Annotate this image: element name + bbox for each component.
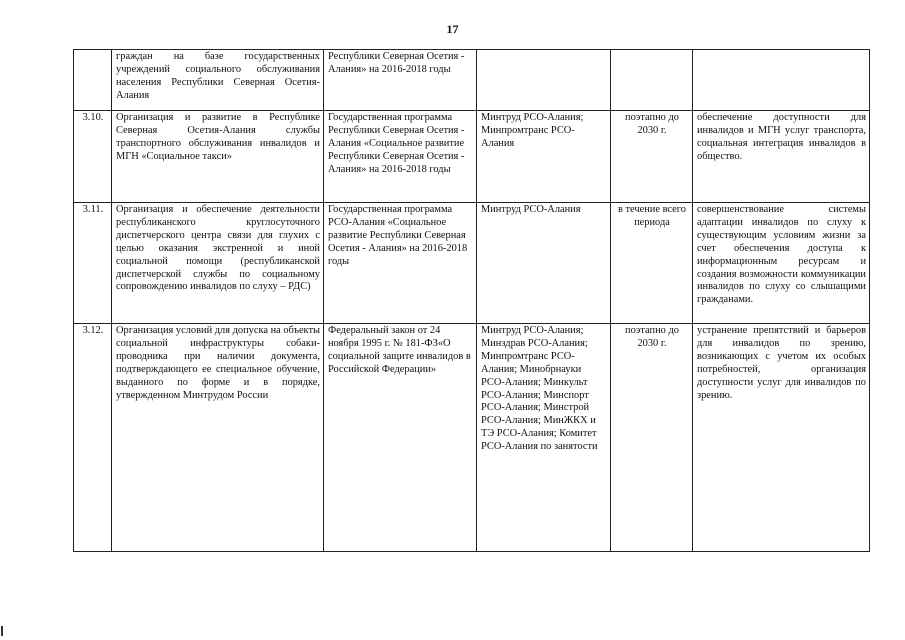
row-number: 3.11.	[74, 203, 112, 324]
row-number: 3.10.	[74, 111, 112, 203]
legal-basis: Государственная программа РСО-Алания «Социальное развитие Республики Северная Осетия - Алания» на 2016-2018 годы	[324, 203, 477, 324]
expected-result: устранение препятствий и барьеров для инвалидов по зрению, возникающих с учетом их особых потребностей, организация доступности услуг для инвалидов по зрению.	[693, 324, 870, 552]
measure-description: Организация и развитие в Республике Северная Осетия-Алания службы транспортного обслуживания инвалидов и МГН «Социальное такси»	[112, 111, 324, 203]
row-number	[74, 50, 112, 111]
executors: Минтруд РСО-Алания; Минпромтранс РСО-Алания	[477, 111, 611, 203]
executors	[477, 50, 611, 111]
table-row-continuation	[74, 50, 870, 111]
scan-edge-mark	[1, 626, 3, 636]
table-row-3-10	[74, 111, 870, 203]
measure-description: Организация условий для допуска на объекты социальной инфраструктуры собаки- проводника при наличии документа, подтверждающего ее специальное обучение, выданного по форме и в порядке, утвержденном Минтрудом России	[112, 324, 324, 552]
measure-description: Организация и обеспечение деятельности республиканского круглосуточного диспетчерского центра связи для глухих с целью оказания экстренной и иной социальной помощи (республиканской диспетчерской службы по социальному сопровождению инвалидов по слуху – РДС)	[112, 203, 324, 324]
table-row-3-11	[74, 203, 870, 324]
expected-result: обеспечение доступности для инвалидов и МГН услуг транспорта, социальная интеграция инвалидов в общество.	[693, 111, 870, 203]
deadline: в течение всего периода	[611, 203, 693, 324]
executors: Минтруд РСО-Алания	[477, 203, 611, 324]
legal-basis: Республики Северная Осетия - Алания» на 2016-2018 годы	[324, 50, 477, 111]
page-number: 17	[446, 22, 459, 36]
measures-table	[73, 49, 870, 552]
table-row-3-12	[74, 324, 870, 552]
deadline	[611, 50, 693, 111]
executors: Минтруд РСО-Алания; Минздрав РСО-Алания; Минпромтранс РСО-Алания; Минобрнауки РСО-Алания; Минкульт РСО-Алания; Минспорт РСО-Алания; Минстрой РСО-Алания; МинЖКХ и ТЭ РСО-Алания; Комитет РСО-Алания по занятости	[477, 324, 611, 552]
expected-result	[693, 50, 870, 111]
row-number: 3.12.	[74, 324, 112, 552]
deadline: поэтапно до 2030 г.	[611, 111, 693, 203]
legal-basis: Государственная программа Республики Северная Осетия - Алания «Социальное развитие Республики Северная Осетия - Алания» на 2016-2018 годы	[324, 111, 477, 203]
deadline: поэтапно до 2030 г.	[611, 324, 693, 552]
legal-basis: Федеральный закон от 24 ноября 1995 г. № 181-ФЗ«О социальной защите инвалидов в Российской Федерации»	[324, 324, 477, 552]
expected-result: совершенствование системы адаптации инвалидов по слуху к существующим условиям жизни за счет обеспечения доступа к информационным ресурсам и создания возможности коммуникации инвалидов по слуху со слышащими гражданами.	[693, 203, 870, 324]
measure-description: граждан на базе государственных учреждений социального обслуживания населения Республики Северная Осетия-Алания	[112, 50, 324, 111]
